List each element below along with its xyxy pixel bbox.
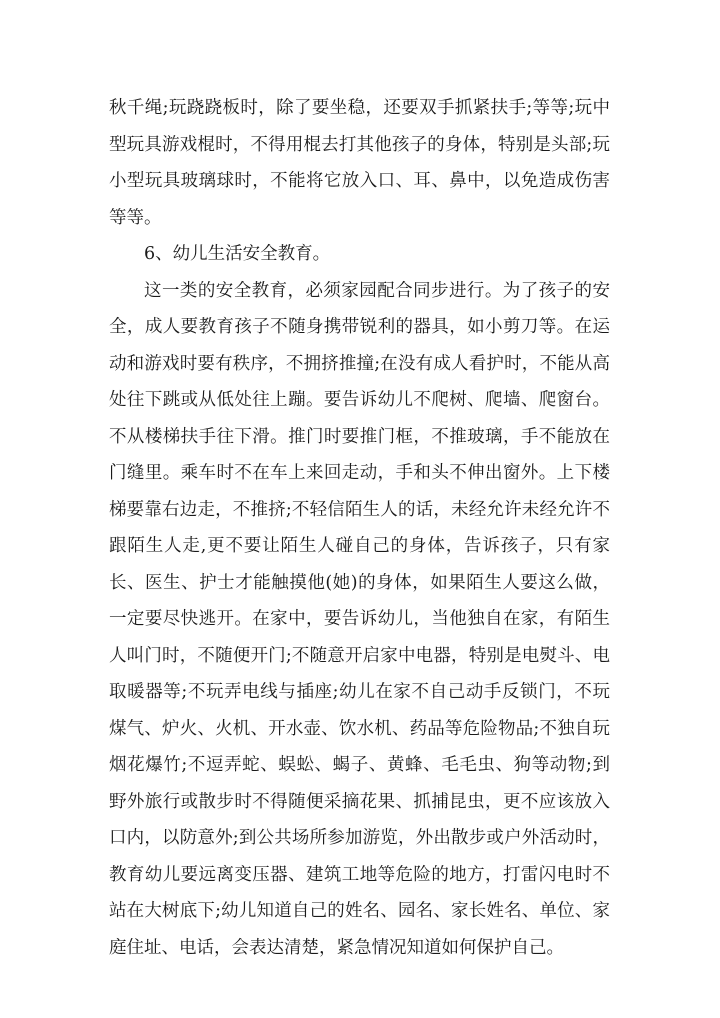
document-body bbox=[109, 90, 610, 966]
paragraph-life-safety: 这一类的安全教育，必须家园配合同步进行。为了孩子的安全，成人要教育孩子不随身携带锐利的器具，如小剪刀等。在运动和游戏时要有秩序，不拥挤推撞;在没有成人看护时，不能从高处往下跳或从低处往上蹦。要告诉幼儿不爬树、爬墙、爬窗台。不从楼梯扶手往下滑。推门时要推门框，不推玻璃，手不能放在门缝里。乘车时不在车上来回走动，手和头不伸出窗外。上下楼梯要靠右边走，不推挤;不轻信陌生人的话，未经允许未经允许不跟陌生人走,更不要让陌生人碰自己的身体，告诉孩子，只有家长、医生、护士才能触摸他(她)的身体，如果陌生人要这么做，一定要尽快逃开。在家中，要告诉幼儿，当他独自在家，有陌生人叫门时，不随便开门;不随意开启家中电器，特别是电熨斗、电取暖器等;不玩弄电线与插座;幼儿在家不自己动手反锁门，不玩煤气、炉火、火机、开水壶、饮水机、药品等危险物品;不独自玩烟花爆竹;不逗弄蛇、蜈蚣、蝎子、黄蜂、毛毛虫、狗等动物;到野外旅行或散步时不得随便采摘花果、抓捕昆虫，更不应该放入口内，以防意外;到公共场所参加游览，外出散步或户外活动时，教育幼儿要远离变压器、建筑工地等危险的地方，打雷闪电时不站在大树底下;幼儿知道自己的姓名、园名、家长姓名、单位、家庭住址、电话，会表达清楚，紧急情况知道如何保护自己。 bbox=[109, 280, 610, 958]
paragraph-toy-safety-continued: 秋千绳;玩跷跷板时，除了要坐稳，还要双手抓紧扶手;等等;玩中型玩具游戏棍时，不得用棍去打其他孩子的身体，特别是头部;玩小型玩具玻璃球时，不能将它放入口、耳、鼻中，以免造成伤害等等。 bbox=[109, 98, 610, 228]
section-heading-life-safety: 6、幼儿生活安全教育。 bbox=[144, 244, 331, 264]
